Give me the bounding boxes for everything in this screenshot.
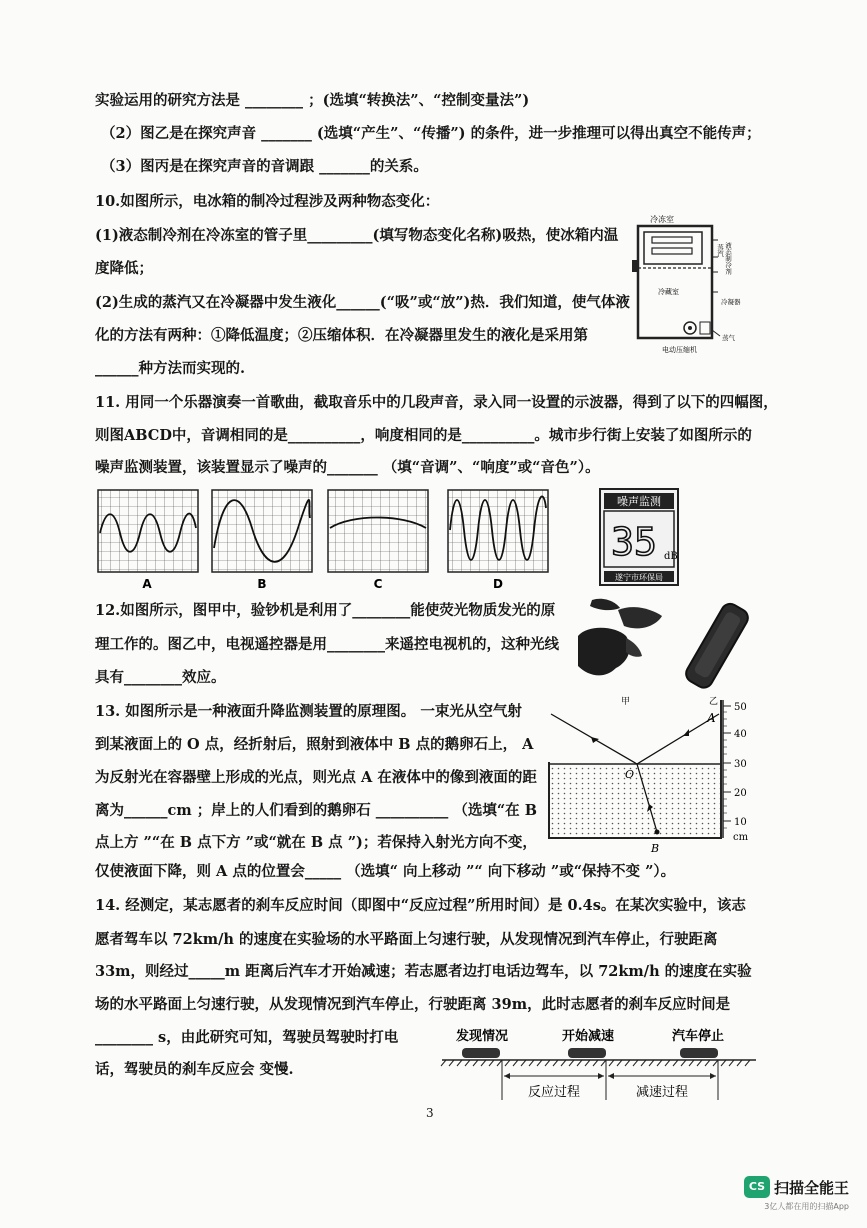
noise-monitor-value: 35	[611, 520, 657, 564]
fridge-compressor-label: 电动压缩机	[662, 346, 697, 354]
noise-monitor-unit: dB	[664, 551, 678, 562]
fridge-diagram	[628, 212, 758, 360]
q14-line-2: 愿者驾车以 72km/h 的速度在实验场的水平路面上匀速行驶，从发现情况到汽车停止，行驶距离	[95, 931, 718, 948]
fridge-freezer-label: 冷冻室	[650, 215, 674, 224]
q13-line-3: 为反射光在容器壁上形成的光点，则光点 A 在液体中的像到液面的距	[95, 769, 537, 786]
waveform-d	[448, 490, 548, 591]
waveform-d-label: D	[493, 577, 503, 591]
q10-part2-end-line: ______种方法而实现的.	[95, 360, 246, 377]
point-a-label: A	[707, 711, 716, 725]
scanner-logo-icon: CS	[744, 1176, 770, 1198]
q12-line-1: 12.如图所示，图甲中，验钞机是利用了________能使荧光物质发光的原	[95, 602, 556, 619]
scale-tick-30: 30	[734, 759, 747, 770]
q12-line-3: 具有________效应。	[95, 669, 226, 686]
fridge-cold-room-label: 冷藏室	[658, 288, 679, 296]
car-icon	[680, 1048, 718, 1058]
decel-label: 减速过程	[635, 1085, 689, 1100]
q11-line-3: 噪声监测装置，该装置显示了噪声的_______ （填“音调”、“响度”或“音色”）。	[95, 459, 600, 476]
scanner-watermark	[744, 1176, 849, 1212]
q14-line-6: 话，驾驶员的刹车反应会 变慢.	[95, 1061, 294, 1078]
q11-line-2: 则图ABCD中，音调相同的是__________，响度相同的是__________。城市步行街上安装了如图所示的	[95, 427, 752, 444]
waveform-b	[212, 490, 312, 591]
refraction-diagram	[545, 692, 760, 860]
currency-note-shape	[590, 599, 620, 610]
waveform-b-label: B	[257, 577, 267, 591]
q10-intro-line: 10.如图所示，电冰箱的制冷过程涉及两种物态变化：	[95, 193, 440, 210]
q14-line-5: ________ s，由此研究可知，驾驶员驾驶时打电	[95, 1029, 399, 1046]
q13-line-1: 13. 如图所示是一种液面升降监测装置的原理图。 一束光从空气射	[95, 703, 522, 720]
q10-part2-line: (2)生成的蒸汽又在冷凝器中发生液化______(“吸”或“放”)热．我们知道，使气体液	[95, 294, 630, 311]
q13-line-6: 仅使液面下降，则 A 点的位置会_____ （选填“ 向上移动 ”“ 向下移动 ”或“保持不变 ”）。	[95, 863, 676, 880]
fridge-steam-out-label: 蒸气	[722, 334, 735, 342]
q14-line-1: 14. 经测定，某志愿者的刹车反应时间（即图中“反应过程”所用时间）是 0.4s。在某次实验中，该志	[95, 897, 746, 914]
scale-tick-20: 20	[734, 788, 747, 799]
q9-method-line: 实验运用的研究方法是 ________ ；(选填“转换法”、“控制变量法”)	[95, 92, 530, 109]
fridge-refrigerant-label: 液态制冷剂	[724, 242, 732, 275]
waveform-a-label: A	[142, 577, 152, 591]
discover-label: 发现情况	[455, 1029, 509, 1044]
q13-line-5: 点上方 ”“在 B 点下方 ”或“就在 B 点 ”)；若保持入射光方向不变，	[95, 834, 537, 851]
car-icon	[462, 1048, 500, 1058]
point-b-label: B	[651, 842, 660, 855]
oscilloscope-figure	[92, 488, 562, 594]
q13-line-2: 到某液面上的 O 点，经折射后，照射到液体中 B 点的鹅卵石上， A	[95, 736, 534, 753]
q11-line-1: 11. 用同一个乐器演奏一首歌曲，截取音乐中的几段声音，录入同一设置的示波器，得到了以下的四幅图，	[95, 394, 778, 411]
q10-part2-cont-line: 化的方法有两种：①降低温度；②压缩体积．在冷凝器里发生的液化是采用第	[95, 327, 588, 344]
braking-diagram	[440, 1022, 760, 1102]
uv-remote-figure	[568, 596, 768, 696]
q9-part2-line: （2）图乙是在探究声音 _______ (选填“产生”、“传播”) 的条件，进一步推理可以得出真空不能传声；	[101, 125, 761, 142]
scale-tick-50: 50	[734, 702, 747, 713]
scanner-app-name: 扫描全能王	[773, 1178, 849, 1197]
point-o-label: O	[625, 768, 635, 781]
fridge-steam-label: 蒸汽	[716, 244, 724, 257]
refraction-right-label: 乙	[709, 697, 719, 707]
scale-tick-10: 10	[734, 817, 747, 828]
fridge-condenser-label: 冷凝器	[721, 298, 741, 306]
waveform-c	[328, 490, 428, 591]
noise-monitor	[598, 487, 680, 587]
refraction-left-label: 甲	[621, 697, 631, 707]
q14-line-3: 33m，则经过_____m 距离后汽车才开始减速；若志愿者边打电话边驾车，以 72km/h 的速度在实验	[95, 963, 752, 980]
scanner-tagline: 3亿人都在用的扫描App	[764, 1202, 849, 1211]
q12-line-2: 理工作的。图乙中，电视遥控器是用________来遥控电视机的，这种光线	[95, 636, 559, 653]
noise-monitor-header: 噪声监测	[617, 495, 661, 508]
remote-control-icon	[683, 601, 751, 691]
money-detector-shape	[578, 628, 630, 676]
q9-part3-line: （3）图丙是在探究声音的音调跟 _______的关系。	[101, 158, 428, 175]
scale-tick-40: 40	[734, 729, 747, 740]
scale-unit: cm	[733, 832, 749, 843]
q13-line-4: 离为______cm ；岸上的人们看到的鹅卵石 __________ （选填“在 B	[95, 802, 537, 819]
stop-label: 汽车停止	[671, 1029, 725, 1044]
car-icon	[568, 1048, 606, 1058]
q10-part1-cont-line: 度降低；	[95, 260, 153, 277]
start-brake-label: 开始减速	[561, 1029, 615, 1044]
noise-monitor-footer: 遂宁市环保局	[615, 573, 663, 582]
waveform-c-label: C	[373, 577, 383, 591]
reaction-label: 反应过程	[527, 1085, 581, 1100]
q10-part1-line: (1)液态制冷剂在冷冻室的管子里_________(填写物态变化名称)吸热，使冰箱内温	[95, 227, 619, 244]
page-number: 3	[426, 1106, 434, 1120]
waveform-a	[98, 490, 198, 591]
q14-line-4: 场的水平路面上匀速行驶，从发现情况到汽车停止，行驶距离 39m，此时志愿者的刹车反应时间是	[95, 996, 731, 1013]
